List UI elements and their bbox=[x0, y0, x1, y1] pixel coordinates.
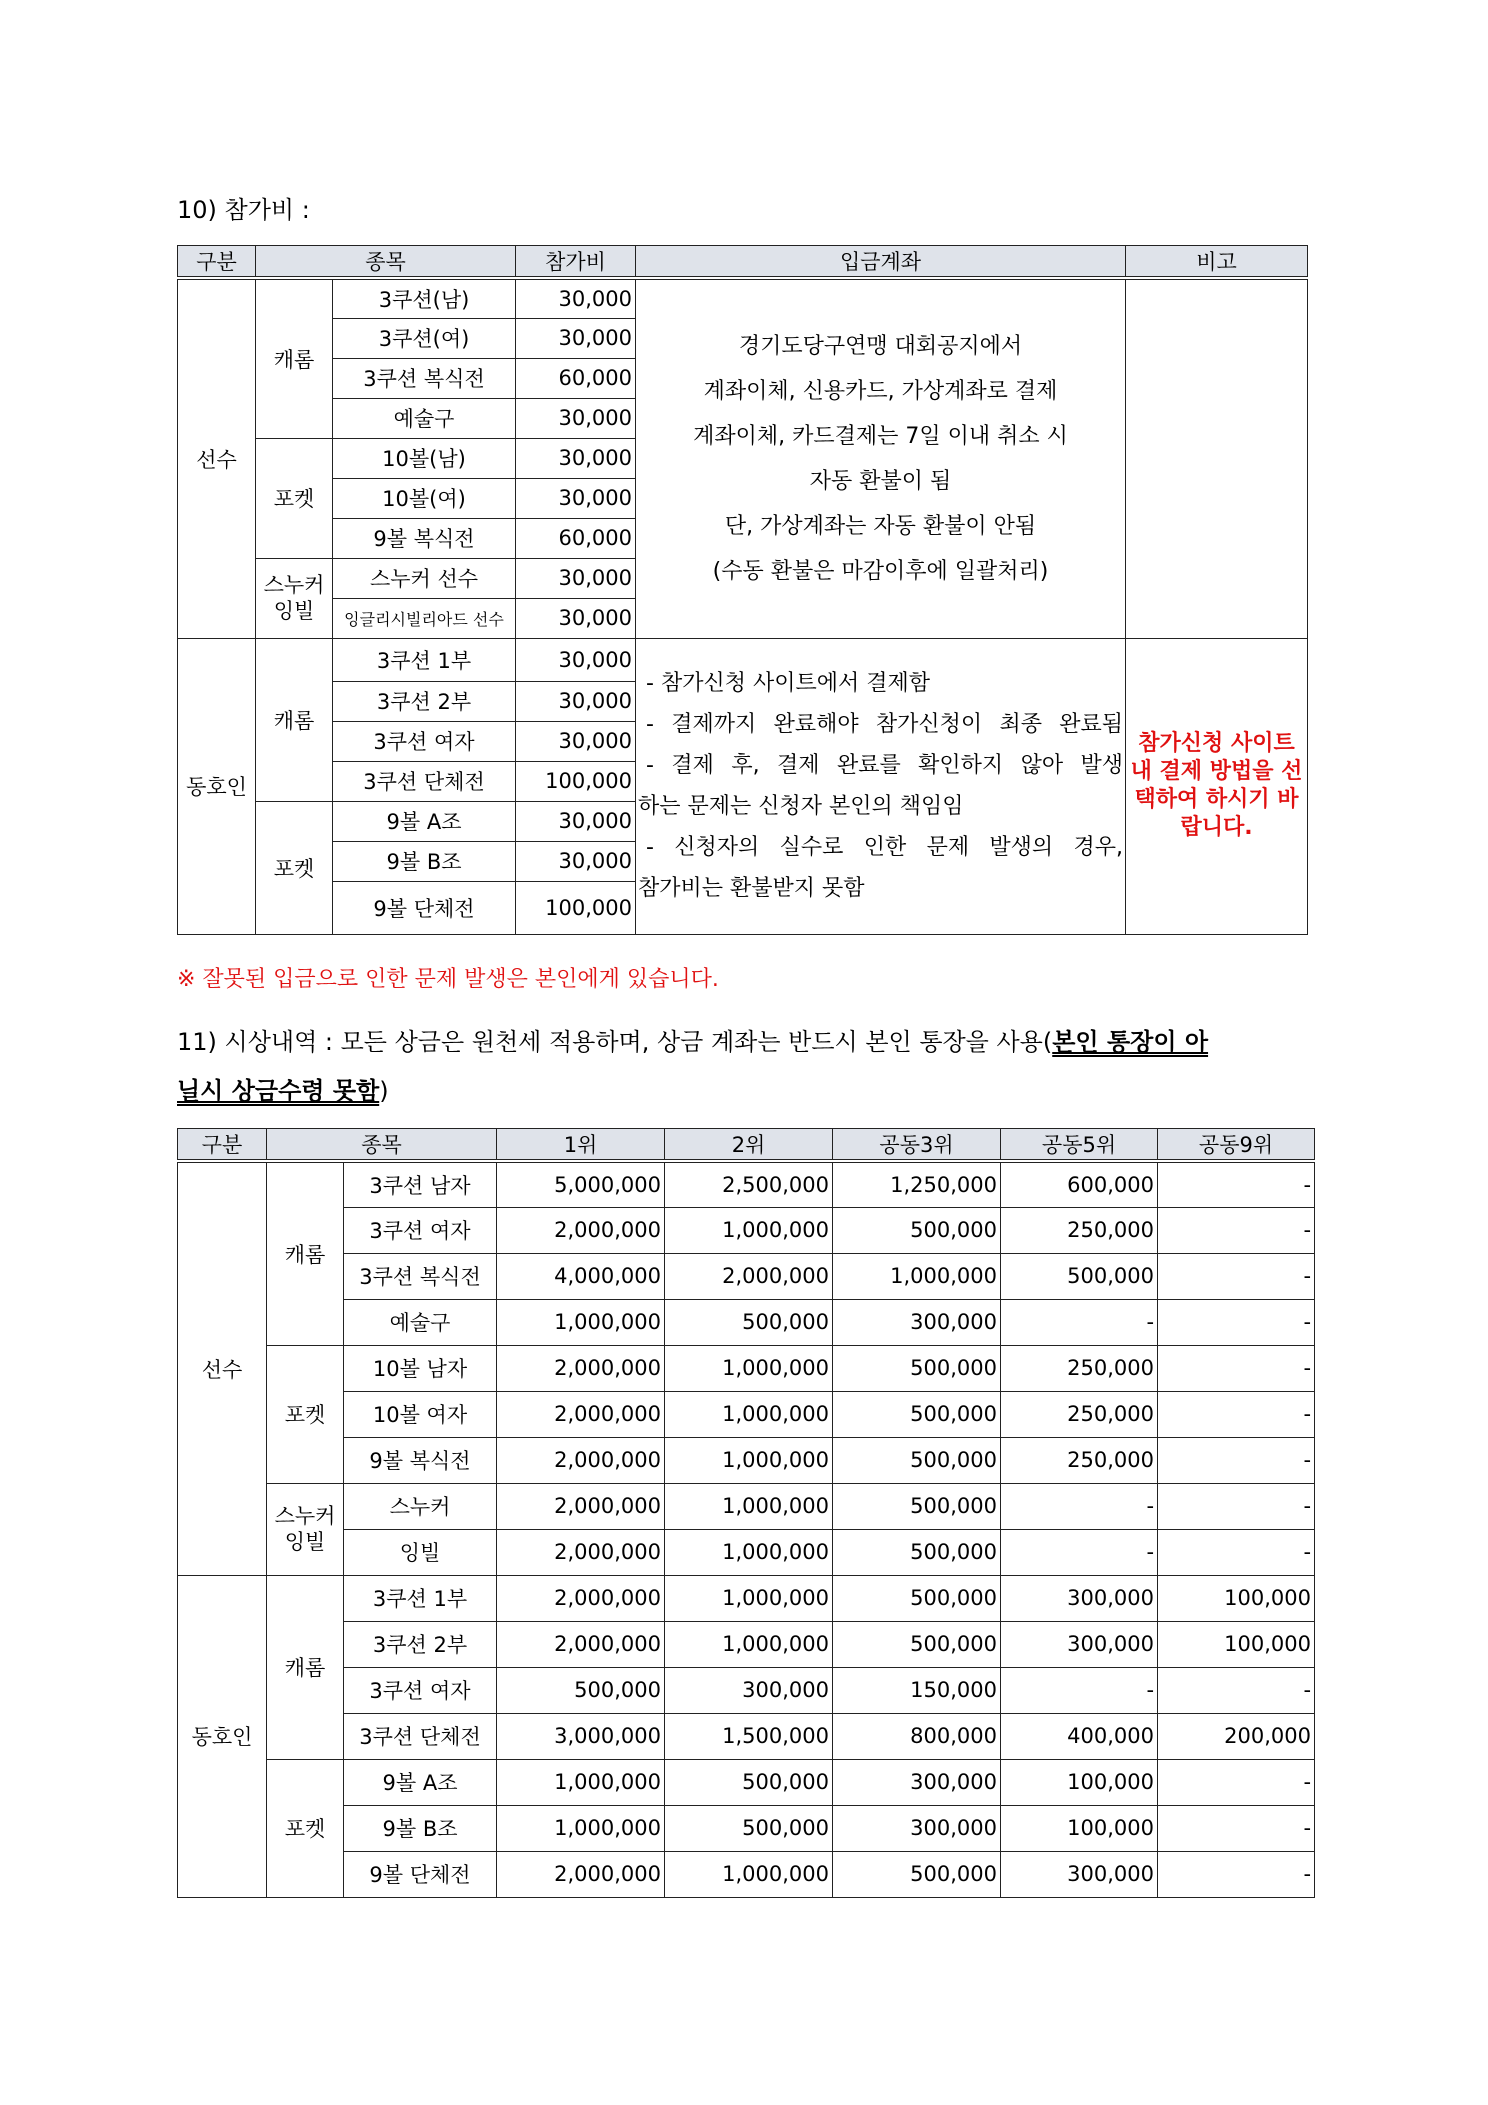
prize-2nd: 500,000 bbox=[665, 1805, 833, 1851]
prize-3rd: 300,000 bbox=[833, 1299, 1001, 1345]
prize-5th: 250,000 bbox=[1001, 1345, 1158, 1391]
group-pocket: 포켓 bbox=[267, 1345, 344, 1483]
prize-2nd: 1,000,000 bbox=[665, 1529, 833, 1575]
fee-cell: 30,000 bbox=[516, 681, 636, 721]
prize-2nd: 1,000,000 bbox=[665, 1483, 833, 1529]
heading-text: 11) 시상내역 : 모든 상금은 원천세 적용하며, 상금 계좌는 반드시 본인 통장을 사용( bbox=[177, 1028, 1053, 1056]
heading-emphasis: 본인 통장이 아 bbox=[1052, 1028, 1209, 1056]
prize-table bbox=[177, 1128, 1315, 1898]
fee-cell: 30,000 bbox=[516, 841, 636, 881]
event-cell: 3쿠션 여자 bbox=[344, 1207, 497, 1253]
prize-2nd: 500,000 bbox=[665, 1759, 833, 1805]
event-cell: 3쿠션 2부 bbox=[333, 681, 516, 721]
prize-3rd: 500,000 bbox=[833, 1529, 1001, 1575]
group-snooker-line1: 스누커 bbox=[274, 1504, 336, 1528]
prize-9th: - bbox=[1158, 1253, 1315, 1299]
prize-5th: 250,000 bbox=[1001, 1207, 1158, 1253]
table-row bbox=[178, 1759, 1315, 1805]
prize-5th: 500,000 bbox=[1001, 1253, 1158, 1299]
payment-line: 계좌이체, 신용카드, 가상계좌로 결제 bbox=[703, 378, 1058, 404]
prize-5th: 250,000 bbox=[1001, 1391, 1158, 1437]
payment-line: 단, 가상계좌는 자동 환불이 안됨 bbox=[724, 513, 1037, 539]
fee-cell: 30,000 bbox=[516, 638, 636, 681]
fee-cell: 30,000 bbox=[516, 558, 636, 598]
fee-cell: 30,000 bbox=[516, 598, 636, 638]
payment-amateur bbox=[636, 638, 1126, 934]
event-cell: 잉글리시빌리아드 선수 bbox=[333, 598, 516, 638]
table-row bbox=[178, 1437, 1315, 1483]
prize-1st: 2,000,000 bbox=[497, 1575, 665, 1621]
fee-cell: 100,000 bbox=[516, 881, 636, 934]
group-snooker bbox=[256, 558, 333, 638]
prize-1st: 3,000,000 bbox=[497, 1713, 665, 1759]
prize-2nd: 500,000 bbox=[665, 1299, 833, 1345]
fee-cell: 30,000 bbox=[516, 438, 636, 478]
payment-line: 하는 문제는 신청자 본인의 책임임 bbox=[638, 794, 964, 819]
event-cell: 예술구 bbox=[333, 398, 516, 438]
group-carom: 캐롬 bbox=[267, 1161, 344, 1345]
prize-3rd: 500,000 bbox=[833, 1851, 1001, 1897]
prize-2nd: 1,000,000 bbox=[665, 1207, 833, 1253]
prize-1st: 2,000,000 bbox=[497, 1529, 665, 1575]
event-cell: 3쿠션(여) bbox=[333, 318, 516, 358]
section10-heading: 10) 참가비 : bbox=[177, 196, 310, 224]
prize-2nd: 1,000,000 bbox=[665, 1345, 833, 1391]
event-cell: 3쿠션 여자 bbox=[333, 721, 516, 761]
fee-cell: 30,000 bbox=[516, 478, 636, 518]
event-cell: 잉빌 bbox=[344, 1529, 497, 1575]
fee-cell: 30,000 bbox=[516, 278, 636, 318]
entry-fee-table bbox=[177, 245, 1308, 935]
event-cell: 9볼 B조 bbox=[344, 1805, 497, 1851]
prize-9th: - bbox=[1158, 1299, 1315, 1345]
fee-cell: 30,000 bbox=[516, 721, 636, 761]
prize-5th: 250,000 bbox=[1001, 1437, 1158, 1483]
prize-2nd: 1,500,000 bbox=[665, 1713, 833, 1759]
table-row bbox=[178, 1805, 1315, 1851]
remark-amateur: 참가신청 사이트 내 결제 방법을 선택하여 하시기 바랍니다. bbox=[1126, 638, 1308, 934]
prize-2nd: 300,000 bbox=[665, 1667, 833, 1713]
event-cell: 9볼 A조 bbox=[344, 1759, 497, 1805]
prize-3rd: 500,000 bbox=[833, 1621, 1001, 1667]
event-cell: 3쿠션 1부 bbox=[333, 638, 516, 681]
event-cell: 3쿠션 복식전 bbox=[344, 1253, 497, 1299]
event-cell: 3쿠션 여자 bbox=[344, 1667, 497, 1713]
payment-player bbox=[636, 278, 1126, 638]
event-cell: 스누커 선수 bbox=[333, 558, 516, 598]
header-5th: 공동5위 bbox=[1001, 1129, 1158, 1162]
prize-1st: 1,000,000 bbox=[497, 1759, 665, 1805]
prize-2nd: 1,000,000 bbox=[665, 1575, 833, 1621]
prize-9th: 100,000 bbox=[1158, 1621, 1315, 1667]
prize-1st: 2,000,000 bbox=[497, 1851, 665, 1897]
payment-line: (수동 환불은 마감이후에 일괄처리) bbox=[712, 558, 1049, 584]
header-1st: 1위 bbox=[497, 1129, 665, 1162]
table-row bbox=[178, 1483, 1315, 1529]
table-row bbox=[178, 1713, 1315, 1759]
prize-5th: - bbox=[1001, 1529, 1158, 1575]
prize-9th: - bbox=[1158, 1851, 1315, 1897]
header-event: 종목 bbox=[256, 246, 516, 279]
prize-3rd: 1,000,000 bbox=[833, 1253, 1001, 1299]
table-row bbox=[178, 638, 1308, 681]
group-snooker-line2: 잉빌 bbox=[284, 1530, 326, 1554]
prize-1st: 4,000,000 bbox=[497, 1253, 665, 1299]
prize-3rd: 500,000 bbox=[833, 1483, 1001, 1529]
event-cell: 10볼(남) bbox=[333, 438, 516, 478]
fee-cell: 60,000 bbox=[516, 358, 636, 398]
header-2nd: 2위 bbox=[665, 1129, 833, 1162]
prize-9th: - bbox=[1158, 1437, 1315, 1483]
fee-cell: 30,000 bbox=[516, 318, 636, 358]
header-payment: 입금계좌 bbox=[636, 246, 1126, 279]
event-cell: 9볼 단체전 bbox=[333, 881, 516, 934]
table-row bbox=[178, 1207, 1315, 1253]
prize-3rd: 1,250,000 bbox=[833, 1161, 1001, 1207]
group-carom: 캐롬 bbox=[267, 1575, 344, 1759]
fee-cell: 60,000 bbox=[516, 518, 636, 558]
group-pocket: 포켓 bbox=[267, 1759, 344, 1897]
prize-1st: 2,000,000 bbox=[497, 1207, 665, 1253]
prize-1st: 5,000,000 bbox=[497, 1161, 665, 1207]
fee-cell: 30,000 bbox=[516, 398, 636, 438]
header-3rd: 공동3위 bbox=[833, 1129, 1001, 1162]
prize-9th: - bbox=[1158, 1161, 1315, 1207]
prize-9th: - bbox=[1158, 1759, 1315, 1805]
section11-heading-line1 bbox=[177, 1022, 1208, 1057]
remark-player bbox=[1126, 278, 1308, 638]
event-cell: 10볼(여) bbox=[333, 478, 516, 518]
prize-1st: 2,000,000 bbox=[497, 1345, 665, 1391]
payment-line: - 결제까지 완료해야 참가신청이 최종 완료됨 bbox=[646, 712, 1124, 737]
event-cell: 9볼 단체전 bbox=[344, 1851, 497, 1897]
heading-emphasis: 닐시 상금수령 못함 bbox=[177, 1077, 380, 1105]
event-cell: 3쿠션(남) bbox=[333, 278, 516, 318]
group-carom: 캐롬 bbox=[256, 638, 333, 801]
event-cell: 9볼 복식전 bbox=[344, 1437, 497, 1483]
event-cell: 스누커 bbox=[344, 1483, 497, 1529]
heading-text: ) bbox=[379, 1077, 389, 1105]
group-pocket: 포켓 bbox=[256, 438, 333, 558]
prize-9th: - bbox=[1158, 1483, 1315, 1529]
header-remark: 비고 bbox=[1126, 246, 1308, 279]
event-cell: 3쿠션 단체전 bbox=[344, 1713, 497, 1759]
prize-2nd: 1,000,000 bbox=[665, 1437, 833, 1483]
table-row bbox=[178, 1529, 1315, 1575]
prize-9th: - bbox=[1158, 1805, 1315, 1851]
event-cell: 9볼 복식전 bbox=[333, 518, 516, 558]
prize-5th: - bbox=[1001, 1483, 1158, 1529]
prize-5th: 600,000 bbox=[1001, 1161, 1158, 1207]
event-cell: 10볼 남자 bbox=[344, 1345, 497, 1391]
event-cell: 3쿠션 1부 bbox=[344, 1575, 497, 1621]
payment-notice: ※ 잘못된 입금으로 인한 문제 발생은 본인에게 있습니다. bbox=[177, 967, 719, 992]
prize-5th: 300,000 bbox=[1001, 1621, 1158, 1667]
prize-2nd: 1,000,000 bbox=[665, 1851, 833, 1897]
table-row bbox=[178, 1621, 1315, 1667]
event-cell: 예술구 bbox=[344, 1299, 497, 1345]
group-snooker-line2: 잉빌 bbox=[273, 599, 315, 623]
prize-9th: - bbox=[1158, 1207, 1315, 1253]
header-event: 종목 bbox=[267, 1129, 497, 1162]
prize-9th: - bbox=[1158, 1667, 1315, 1713]
table-row bbox=[178, 1161, 1315, 1207]
table-row bbox=[178, 1253, 1315, 1299]
prize-1st: 2,000,000 bbox=[497, 1391, 665, 1437]
prize-5th: 100,000 bbox=[1001, 1759, 1158, 1805]
prize-3rd: 800,000 bbox=[833, 1713, 1001, 1759]
group-snooker bbox=[267, 1483, 344, 1575]
prize-9th: - bbox=[1158, 1391, 1315, 1437]
prize-3rd: 500,000 bbox=[833, 1207, 1001, 1253]
prize-3rd: 500,000 bbox=[833, 1437, 1001, 1483]
header-9th: 공동9위 bbox=[1158, 1129, 1315, 1162]
prize-9th: - bbox=[1158, 1345, 1315, 1391]
prize-1st: 2,000,000 bbox=[497, 1483, 665, 1529]
table-row bbox=[178, 278, 1308, 318]
group-amateur: 동호인 bbox=[178, 638, 256, 934]
prize-3rd: 500,000 bbox=[833, 1575, 1001, 1621]
prize-3rd: 300,000 bbox=[833, 1805, 1001, 1851]
event-cell: 3쿠션 2부 bbox=[344, 1621, 497, 1667]
group-carom: 캐롬 bbox=[256, 278, 333, 438]
prize-1st: 1,000,000 bbox=[497, 1299, 665, 1345]
prize-1st: 2,000,000 bbox=[497, 1437, 665, 1483]
prize-5th: - bbox=[1001, 1299, 1158, 1345]
table-row bbox=[178, 1391, 1315, 1437]
header-category: 구분 bbox=[178, 1129, 267, 1162]
prize-9th: - bbox=[1158, 1529, 1315, 1575]
event-cell: 3쿠션 단체전 bbox=[333, 761, 516, 801]
prize-3rd: 150,000 bbox=[833, 1667, 1001, 1713]
prize-5th: 100,000 bbox=[1001, 1805, 1158, 1851]
event-cell: 9볼 A조 bbox=[333, 801, 516, 841]
prize-1st: 500,000 bbox=[497, 1667, 665, 1713]
prize-3rd: 500,000 bbox=[833, 1345, 1001, 1391]
group-snooker-line1: 스누커 bbox=[263, 573, 325, 597]
prize-1st: 2,000,000 bbox=[497, 1621, 665, 1667]
section11-heading-line2 bbox=[177, 1071, 389, 1106]
group-amateur: 동호인 bbox=[178, 1575, 267, 1897]
fee-cell: 30,000 bbox=[516, 801, 636, 841]
prize-5th: 300,000 bbox=[1001, 1575, 1158, 1621]
prize-9th: 200,000 bbox=[1158, 1713, 1315, 1759]
table-row bbox=[178, 1299, 1315, 1345]
payment-line: 경기도당구연맹 대회공지에서 bbox=[738, 333, 1023, 359]
prize-5th: 300,000 bbox=[1001, 1851, 1158, 1897]
table-row bbox=[178, 1851, 1315, 1897]
table-row bbox=[178, 1575, 1315, 1621]
prize-2nd: 1,000,000 bbox=[665, 1621, 833, 1667]
payment-line: - 참가신청 사이트에서 결제함 bbox=[646, 671, 930, 696]
event-cell: 3쿠션 복식전 bbox=[333, 358, 516, 398]
header-fee: 참가비 bbox=[516, 246, 636, 279]
payment-line: 자동 환불이 됨 bbox=[809, 468, 952, 494]
prize-5th: - bbox=[1001, 1667, 1158, 1713]
payment-line: 참가비는 환불받지 못함 bbox=[638, 876, 865, 901]
group-pocket: 포켓 bbox=[256, 801, 333, 934]
event-cell: 9볼 B조 bbox=[333, 841, 516, 881]
payment-line: 계좌이체, 카드결제는 7일 이내 취소 시 bbox=[693, 423, 1068, 449]
prize-3rd: 300,000 bbox=[833, 1759, 1001, 1805]
event-cell: 3쿠션 남자 bbox=[344, 1161, 497, 1207]
payment-line: - 결제 후, 결제 완료를 확인하지 않아 발생 bbox=[646, 753, 1124, 778]
prize-9th: 100,000 bbox=[1158, 1575, 1315, 1621]
prize-2nd: 2,500,000 bbox=[665, 1161, 833, 1207]
table-row bbox=[178, 1345, 1315, 1391]
prize-5th: 400,000 bbox=[1001, 1713, 1158, 1759]
prize-2nd: 1,000,000 bbox=[665, 1391, 833, 1437]
prize-3rd: 500,000 bbox=[833, 1391, 1001, 1437]
fee-cell: 100,000 bbox=[516, 761, 636, 801]
event-cell: 10볼 여자 bbox=[344, 1391, 497, 1437]
table-row bbox=[178, 1667, 1315, 1713]
payment-line: - 신청자의 실수로 인한 문제 발생의 경우, bbox=[646, 835, 1124, 860]
header-category: 구분 bbox=[178, 246, 256, 279]
group-player: 선수 bbox=[178, 278, 256, 638]
prize-1st: 1,000,000 bbox=[497, 1805, 665, 1851]
group-player: 선수 bbox=[178, 1161, 267, 1575]
prize-2nd: 2,000,000 bbox=[665, 1253, 833, 1299]
